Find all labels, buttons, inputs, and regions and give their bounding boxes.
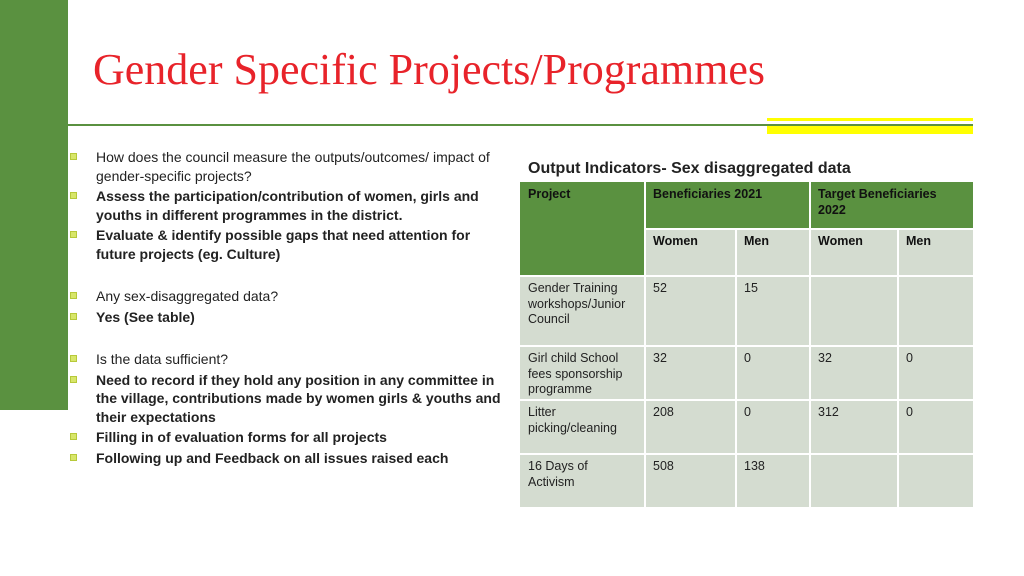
bullet-text: Any sex-disaggregated data? <box>96 288 279 304</box>
table-divider <box>520 275 973 277</box>
header-women-2021: Women <box>645 229 736 276</box>
bullet-square-icon <box>70 376 77 383</box>
bullet-item <box>70 287 510 306</box>
table-divider <box>897 229 899 507</box>
cell-women-2022 <box>810 454 898 507</box>
bullet-square-icon <box>70 292 77 299</box>
header-beneficiaries-2021: Beneficiaries 2021 <box>645 182 810 229</box>
slide-title: Gender Specific Projects/Programmes <box>93 45 766 94</box>
cell-women-2021: 32 <box>645 346 736 400</box>
bullet-text: Yes (See table) <box>96 308 195 325</box>
left-accent-bar <box>0 0 68 410</box>
bullet-item <box>70 187 510 224</box>
table-divider <box>520 399 973 401</box>
bullet-text: Evaluate & identify possible gaps that need attention for future projects (eg. Culture) <box>96 227 471 262</box>
cell-men-2022: 0 <box>898 346 973 400</box>
header-target-2022: Target Beneficiaries 2022 <box>810 182 973 229</box>
table-divider <box>520 453 973 455</box>
cell-project: Girl child School fees sponsorship programme <box>520 346 645 400</box>
cell-project: Gender Training workshops/Junior Council <box>520 276 645 346</box>
bullet-square-icon <box>70 454 77 461</box>
bullet-item <box>70 308 510 327</box>
bullet-square-icon <box>70 433 77 440</box>
cell-project: Litter picking/cleaning <box>520 400 645 454</box>
table-divider <box>645 228 973 230</box>
cell-men-2021: 15 <box>736 276 810 346</box>
bullet-item <box>70 350 510 369</box>
cell-women-2022 <box>810 276 898 346</box>
cell-women-2021: 52 <box>645 276 736 346</box>
bullet-item <box>70 226 510 263</box>
bullet-square-icon <box>70 231 77 238</box>
cell-men-2021: 0 <box>736 346 810 400</box>
header-project: Project <box>520 182 645 276</box>
bullet-text: How does the council measure the outputs/outcomes/ impact of gender-specific projects? <box>96 149 490 184</box>
bullet-text: Assess the participation/contribution of women, girls and youths in different programmes in the district. <box>96 188 479 223</box>
cell-men-2022: 0 <box>898 400 973 454</box>
bullet-item <box>70 371 510 427</box>
cell-project: 16 Days of Activism <box>520 454 645 507</box>
cell-men-2021: 0 <box>736 400 810 454</box>
bullet-text: Filling in of evaluation forms for all projects <box>96 429 387 445</box>
header-women-2022: Women <box>810 229 898 276</box>
bullet-square-icon <box>70 153 77 160</box>
cell-women-2022: 32 <box>810 346 898 400</box>
bullet-square-icon <box>70 192 77 199</box>
bullet-item <box>70 148 510 185</box>
cell-men-2022 <box>898 454 973 507</box>
indicators-table <box>520 182 973 507</box>
cell-men-2021: 138 <box>736 454 810 507</box>
bullet-item <box>70 428 510 447</box>
bullet-square-icon <box>70 355 77 362</box>
yellow-accent-bar <box>767 126 973 134</box>
header-men-2021: Men <box>736 229 810 276</box>
cell-women-2021: 208 <box>645 400 736 454</box>
bullet-text: Is the data sufficient? <box>96 351 229 367</box>
bullet-text: Need to record if they hold any position in any committee in the village, contributions made by women girls & youths and their expectations <box>96 371 501 425</box>
table-divider <box>735 229 737 507</box>
cell-women-2022: 312 <box>810 400 898 454</box>
table-title: Output Indicators- Sex disaggregated data <box>528 160 851 177</box>
cell-men-2022 <box>898 276 973 346</box>
bullet-item <box>70 449 510 468</box>
bullet-text: Following up and Feedback on all issues raised each <box>96 449 449 466</box>
cell-women-2021: 508 <box>645 454 736 507</box>
yellow-accent-line <box>767 118 973 121</box>
question-list <box>70 148 510 467</box>
bullet-square-icon <box>70 313 77 320</box>
header-men-2022: Men <box>898 229 973 276</box>
table-divider <box>520 345 973 347</box>
